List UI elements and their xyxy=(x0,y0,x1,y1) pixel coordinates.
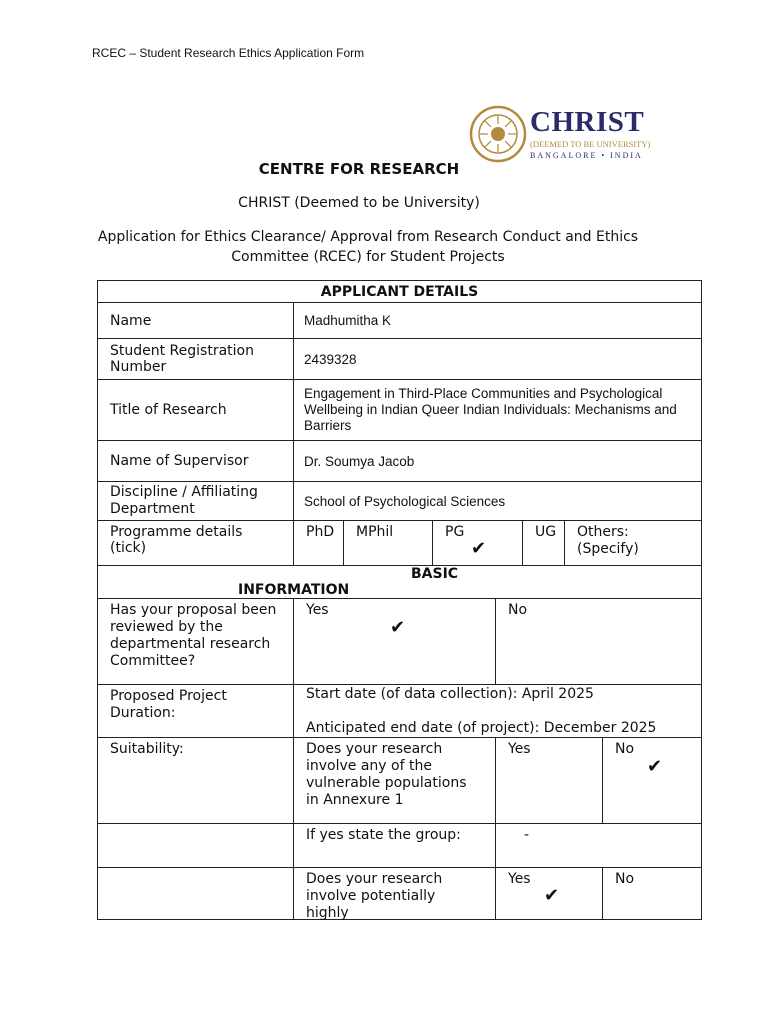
basic-heading-line2: INFORMATION xyxy=(238,582,350,598)
sensitive-tick-icon: ✔ xyxy=(544,885,560,906)
programme-phd[interactable]: PhD xyxy=(293,520,344,566)
application-form xyxy=(97,280,702,920)
sensitive-empty-cell xyxy=(97,867,294,920)
programme-pg[interactable]: PG xyxy=(432,520,523,566)
name-value[interactable]: Madhumitha K xyxy=(293,302,702,339)
reviewed-tick-icon: ✔ xyxy=(390,617,406,638)
vulnerable-no[interactable]: No xyxy=(602,737,702,824)
reviewed-no[interactable]: No xyxy=(495,598,702,685)
registration-value[interactable]: 2439328 xyxy=(293,338,702,380)
vulnerable-tick-icon: ✔ xyxy=(647,756,663,777)
sensitive-yes[interactable]: Yes xyxy=(495,867,603,920)
logo-subtitle: (DEEMED TO BE UNIVERSITY) xyxy=(530,139,651,149)
programme-mphil[interactable]: MPhil xyxy=(343,520,433,566)
end-date[interactable]: Anticipated end date (of project): December 2025 xyxy=(306,720,657,736)
pg-tick-icon: ✔ xyxy=(471,538,487,559)
applicant-heading: APPLICANT DETAILS xyxy=(97,280,702,303)
supervisor-value[interactable]: Dr. Soumya Jacob xyxy=(293,440,702,482)
vulnerable-yes[interactable]: Yes xyxy=(495,737,603,824)
christ-logo xyxy=(468,102,653,168)
research-title-label: Title of Research xyxy=(97,379,294,441)
basic-heading-line1: BASIC xyxy=(411,566,459,582)
suitability-label: Suitability: xyxy=(97,737,294,824)
group-value[interactable]: - xyxy=(495,823,702,868)
basic-heading xyxy=(97,565,702,599)
name-label: Name xyxy=(97,302,294,339)
centre-title: CENTRE FOR RESEARCH xyxy=(258,160,460,178)
group-label: If yes state the group: xyxy=(293,823,496,868)
reviewed-yes[interactable]: Yes xyxy=(293,598,496,685)
programme-ug[interactable]: UG xyxy=(522,520,565,566)
logo-wordmark: CHRIST xyxy=(530,106,645,138)
university-title: CHRIST (Deemed to be University) xyxy=(238,195,480,211)
discipline-label: Discipline / Affiliating Department xyxy=(97,481,294,521)
emblem-icon xyxy=(468,102,528,166)
group-empty-cell xyxy=(97,823,294,868)
sensitive-no[interactable]: No xyxy=(602,867,702,920)
page-header: RCEC – Student Research Ethics Application Form xyxy=(92,46,365,60)
sensitive-question: Does your research involve potentially highly xyxy=(293,867,496,920)
start-date[interactable]: Start date (of data collection): April 2025 xyxy=(306,686,594,702)
duration-label: Proposed Project Duration: xyxy=(97,684,294,738)
registration-label: Student Registration Number xyxy=(97,338,294,380)
duration-cell xyxy=(293,684,702,738)
research-title-value[interactable]: Engagement in Third-Place Communities and Psychological Wellbeing in Indian Queer Indian Individuals: Mechanisms and Barriers xyxy=(293,379,702,441)
logo-city: BANGALORE • INDIA xyxy=(530,151,643,160)
reviewed-label: Has your proposal been reviewed by the departmental research Committee? xyxy=(97,598,294,685)
programme-label: Programme details (tick) xyxy=(97,520,294,566)
vulnerable-question: Does your research involve any of the vulnerable populations in Annexure 1 xyxy=(293,737,496,824)
application-title: Application for Ethics Clearance/ Approval from Research Conduct and Ethics Committee (RCEC) for Student Projects xyxy=(97,229,639,265)
programme-others[interactable]: Others: (Specify) xyxy=(564,520,702,566)
supervisor-label: Name of Supervisor xyxy=(97,440,294,482)
discipline-value[interactable]: School of Psychological Sciences xyxy=(293,481,702,521)
